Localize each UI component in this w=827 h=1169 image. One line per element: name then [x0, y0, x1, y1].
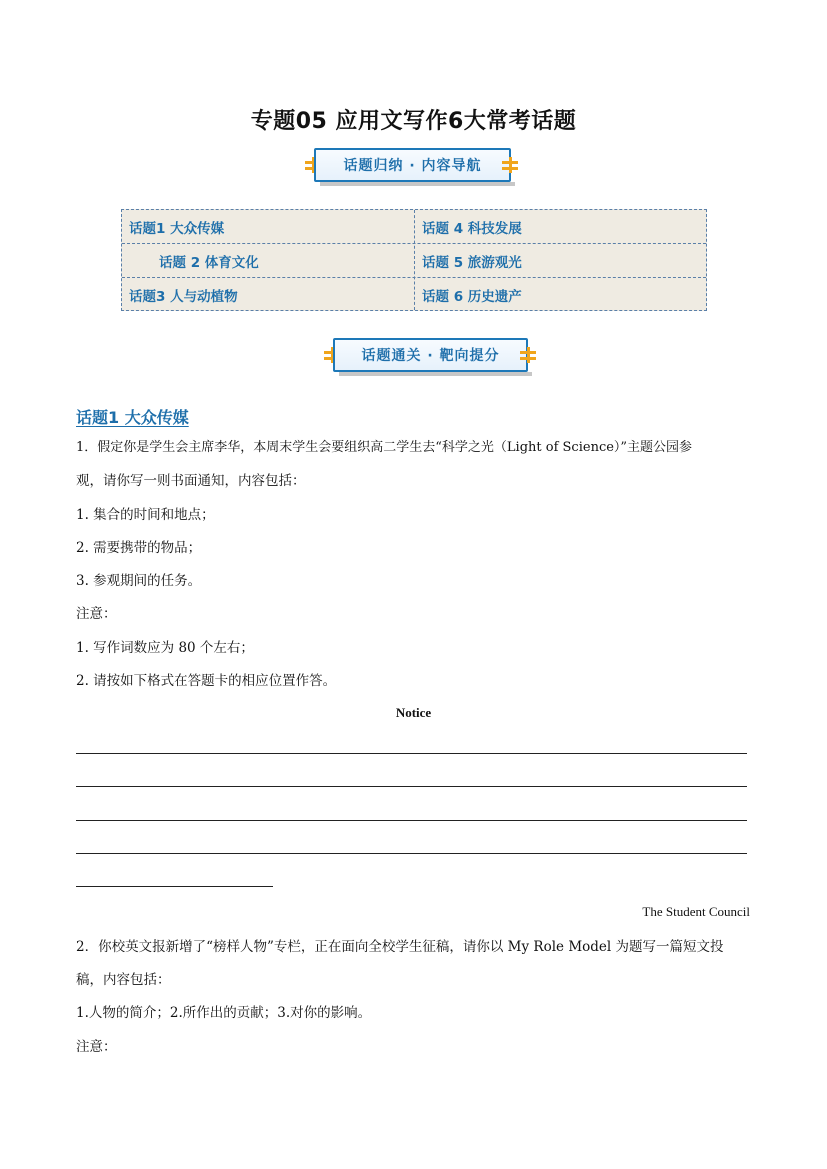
toc-item-topic-4[interactable]: 话题 4 科技发展 [422, 221, 522, 237]
toc-item-topic-5[interactable]: 话题 5 旅游观光 [422, 255, 522, 271]
answer-line[interactable] [76, 753, 747, 754]
q1-note-2: 2. 请按如下格式在答题卡的相应位置作答。 [76, 673, 337, 689]
toc-item-topic-6[interactable]: 话题 6 历史遗产 [422, 289, 522, 305]
answer-line[interactable] [76, 820, 747, 821]
q2-items: 1.人物的简介；2.所作出的贡献；3.对你的影响。 [76, 1005, 372, 1021]
q1-prompt-line2: 观，请你写一则书面通知，内容包括： [76, 473, 306, 489]
toc-item-topic-1[interactable]: 话题1 大众传媒 [129, 221, 225, 237]
answer-line-short[interactable] [76, 886, 273, 887]
q2-prompt-line2: 稿，内容包括： [76, 972, 171, 988]
topic-table [121, 209, 707, 311]
answer-line[interactable] [76, 786, 747, 787]
banner-right-deco-icon [502, 159, 518, 171]
page-title: 专题05 应用文写作6大常考话题 [250, 109, 577, 134]
toc-item-topic-2[interactable]: 话题 2 体育文化 [159, 255, 259, 271]
banner-practice: 话题通关 · 靶向提分 [333, 338, 528, 372]
q1-prompt-line1: 1．假定你是学生会主席李华，本周末学生会要组织高二学生去“科学之光（Light of Science）”主题公园参 [76, 440, 693, 455]
form-title: Notice [395, 705, 432, 720]
banner-content-nav: 话题归纳 · 内容导航 [314, 148, 511, 182]
q1-item-2: 2. 需要携带的物品； [76, 540, 202, 556]
toc-item-topic-3[interactable]: 话题3 人与动植物 [129, 289, 238, 305]
q1-note-label: 注意： [76, 606, 117, 622]
q2-prompt-line1: 2．你校英文报新增了“榜样人物”专栏，正在面向全校学生征稿，请你以 My Role Model 为题写一篇短文投 [76, 939, 724, 955]
table-divider [414, 210, 415, 310]
q1-item-1: 1. 集合的时间和地点； [76, 507, 215, 523]
banner-right-deco-icon [520, 349, 536, 361]
q1-item-3: 3. 参观期间的任务。 [76, 573, 202, 589]
q1-note-1: 1. 写作词数应为 80 个左右； [76, 640, 254, 656]
q2-note-label: 注意： [76, 1039, 117, 1055]
section-heading: 话题1 大众传媒 [76, 408, 189, 427]
answer-line[interactable] [76, 853, 747, 854]
signature: The Student Council [642, 904, 750, 919]
